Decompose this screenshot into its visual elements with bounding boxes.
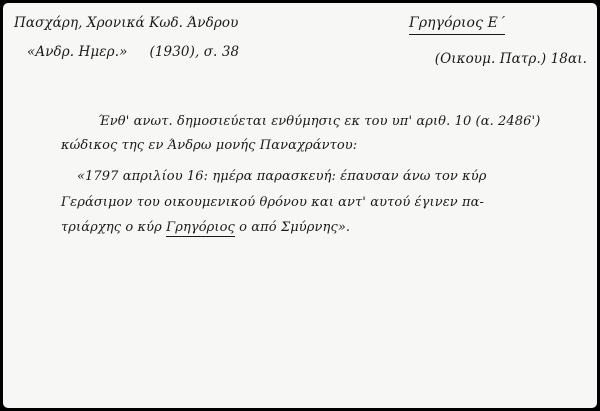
source-reference-line-2 bbox=[27, 44, 239, 60]
body-line-5-end: ο από Σμύρνης». bbox=[234, 220, 351, 235]
body-line-5-start: τριάρχης ο κύρ bbox=[61, 220, 167, 235]
body-line-4: Γεράσιμον του οικουμενικού θρόνου και αντ' αυτού έγινεν πα- bbox=[61, 195, 485, 210]
index-card bbox=[3, 3, 597, 408]
source-reference-line-1: Πασχάρη, Χρονικά Κωδ. Άνδρου bbox=[14, 15, 239, 31]
year-page: (1930), σ. 38 bbox=[149, 44, 240, 60]
body-line-1: Ένθ' ανωτ. δημοσιεύεται ενθύμησις εκ του υπ' αριθ. 10 (α. 2486') bbox=[98, 114, 541, 129]
patriarch-subheading: (Οικουμ. Πατρ.) 18αι. bbox=[434, 51, 587, 67]
body-line-5 bbox=[61, 220, 350, 235]
body-line-3: «1797 απριλίου 16: ημέρα παρασκευή: έπαυσαν άνω τον κύρ bbox=[77, 169, 487, 184]
underlined-name: Γρηγόριος bbox=[166, 220, 235, 235]
patriarch-heading: Γρηγόριος Ε΄ bbox=[409, 15, 505, 35]
journal-abbreviation: «Ανδρ. Ημερ.» bbox=[27, 44, 128, 60]
body-line-2: κώδικος της εν Άνδρω μονής Παναχράντου: bbox=[61, 138, 358, 153]
